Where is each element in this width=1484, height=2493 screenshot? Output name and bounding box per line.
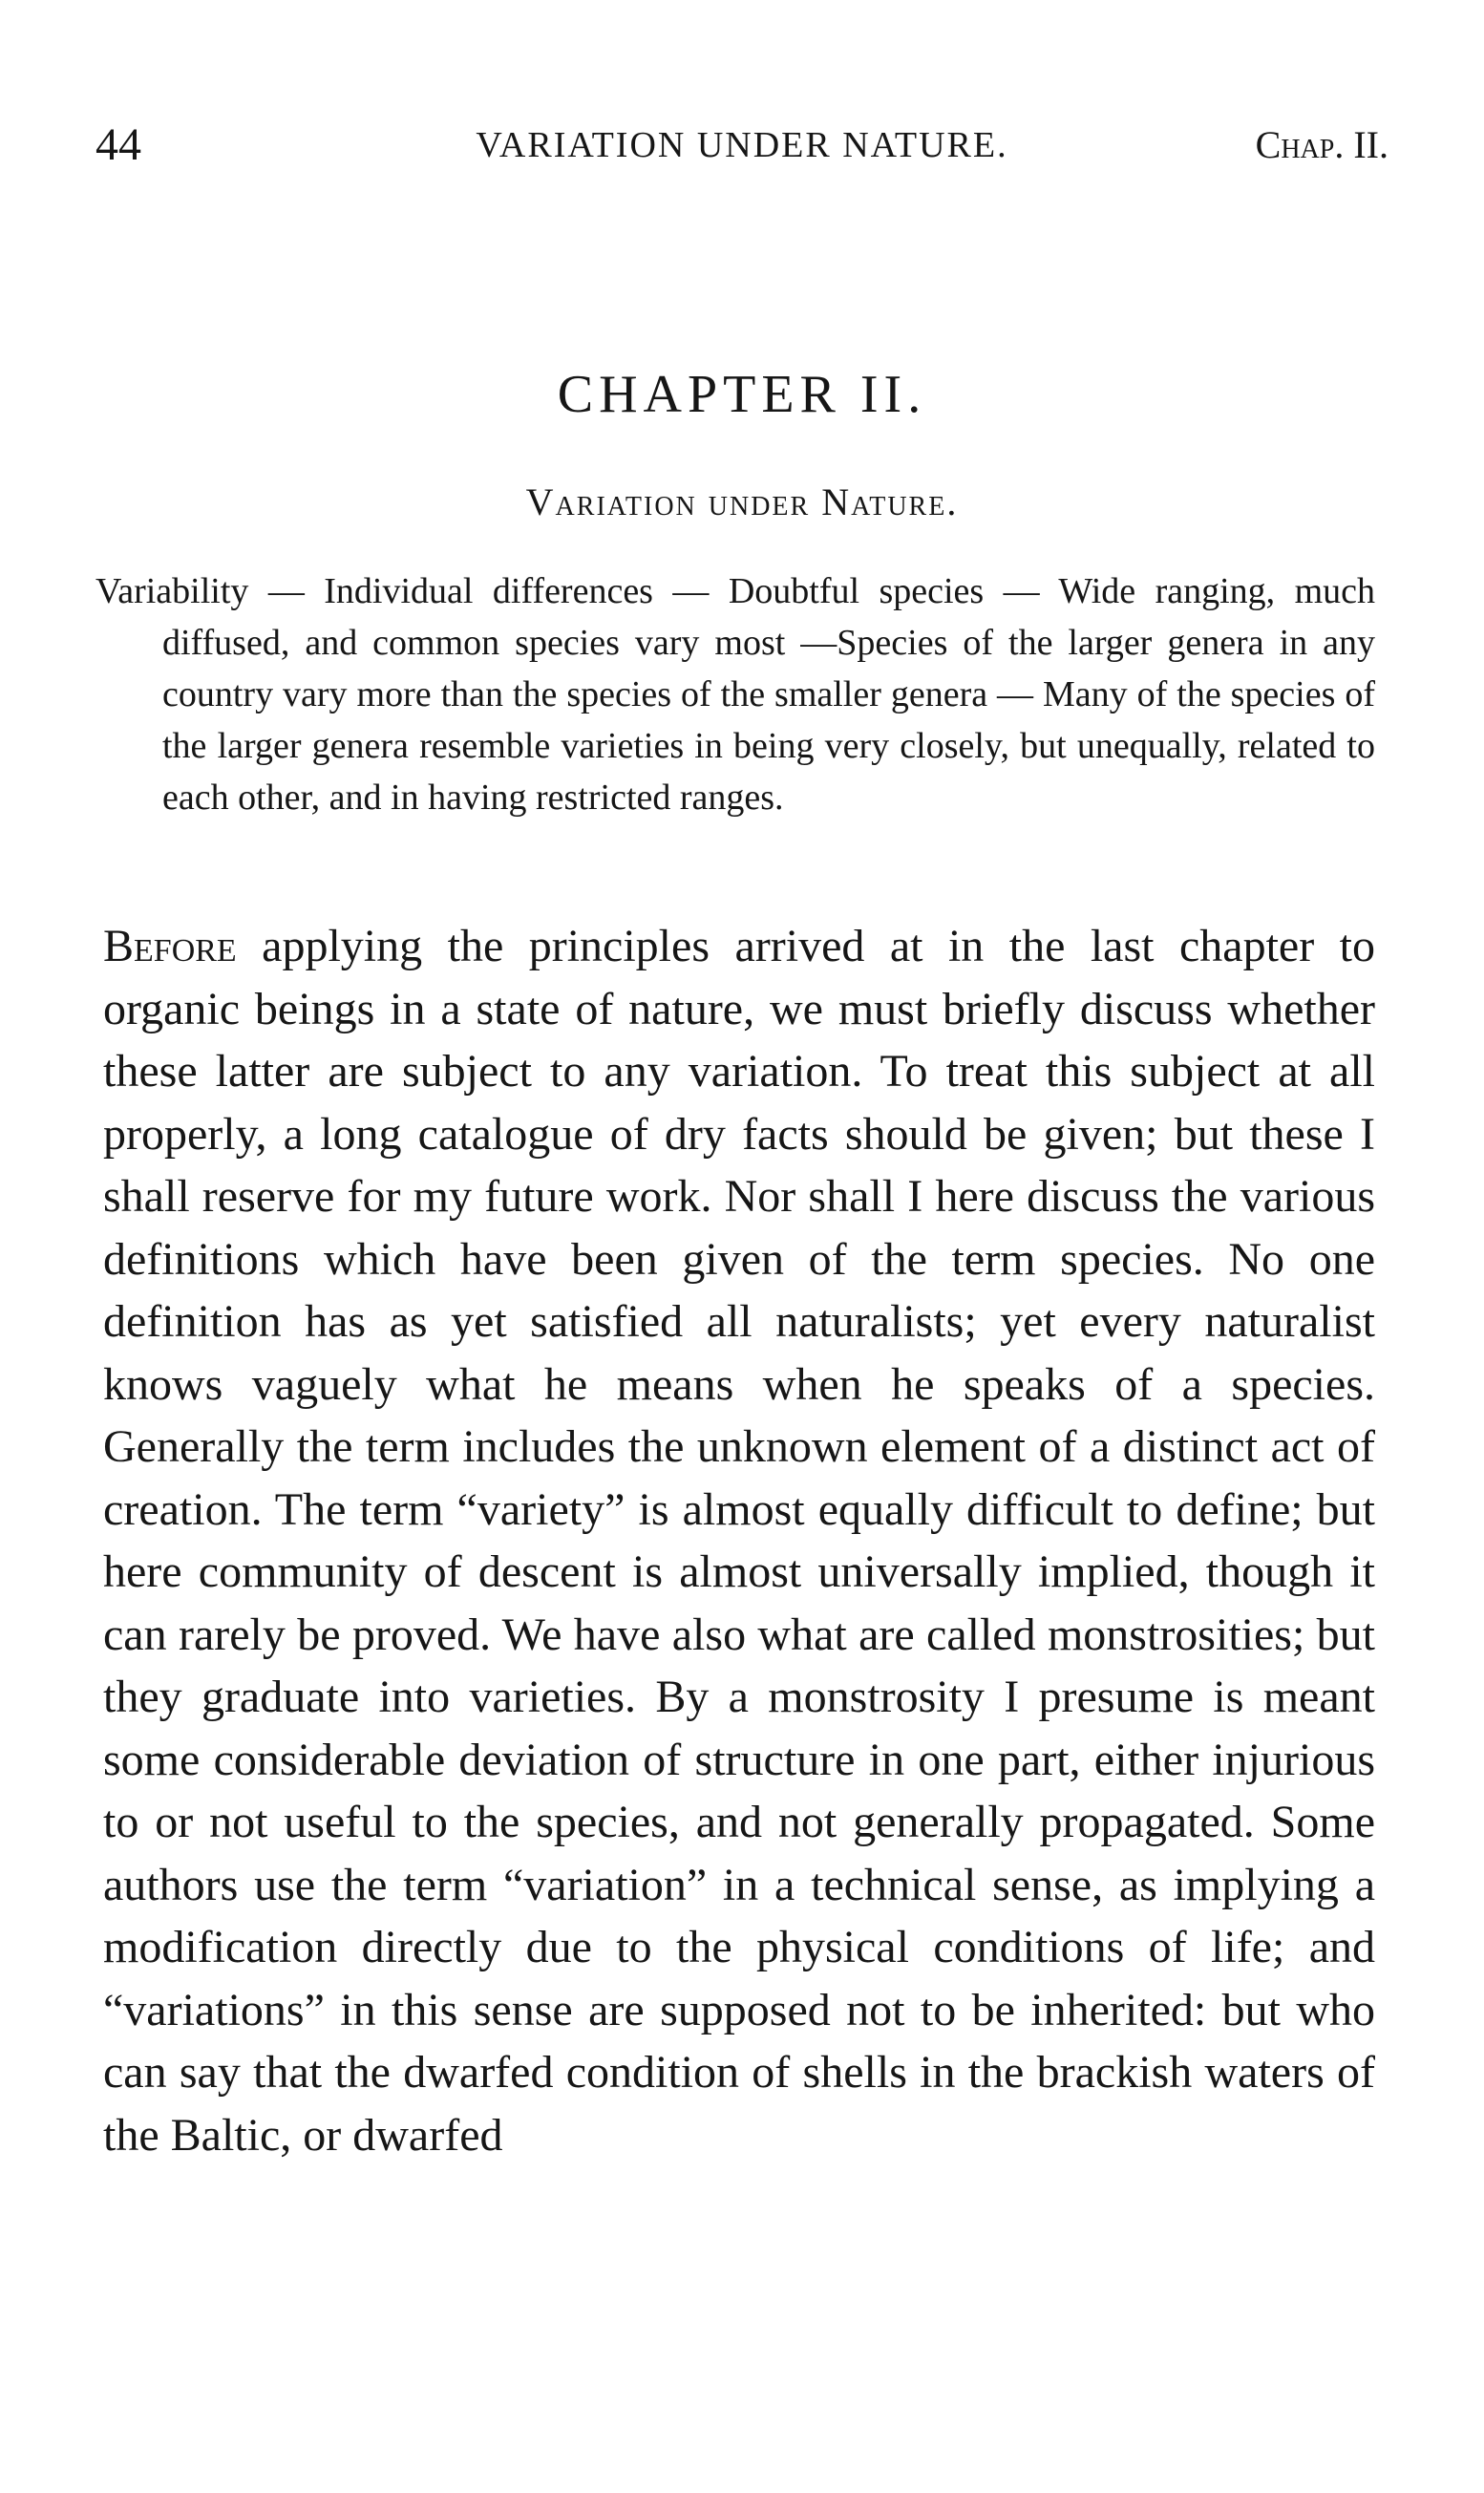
body-paragraph <box>103 915 1375 2166</box>
chapter-subtitle: Variation under Nature. <box>525 480 959 523</box>
paragraph-text: applying the principles arrived at in the last chapter to organic beings in a state of nature, we must briefly discuss whether these latter are subject to any variation. To treat this subject at all properly, a long catalogue of dry facts should be given; but these I shall reserve for my future work. Nor shall I here discuss the various definitions which have been given of the term species. No one definition has as yet satisfied all naturalists; yet every naturalist knows vaguely what he means when he speaks of a species. Generally the term includes the unknown element of a distinct act of creation. The term “variety” is almost equally difficult to define; but here community of descent is almost universally implied, though it can rarely be proved. We have also what are called monstrosities; but they graduate into varieties. By a monstrosity I presume is meant some considerable deviation of structure in one part, either injurious to or not useful to the species, and not generally propagated. Some authors use the term “variation” in a technical sense, as implying a modification directly due to the physical conditions of life; and “variations” in this sense are supposed not to be inherited: but who can say that the dwarfed condition of shells in the brackish waters of the Baltic, or dwarfed <box>103 921 1375 2161</box>
chapter-heading: CHAPTER II. <box>557 365 927 424</box>
running-chapter: Chap. II. <box>1255 123 1389 166</box>
running-head <box>95 117 1389 174</box>
lead-word: Before <box>103 921 237 971</box>
chapter-synopsis: Variability — Individual differences — Doubtful species — Wide ranging, much diffused, and common species vary most —Species of the larger genera in any country vary more than the species of the smaller genera — Many of the species of the larger genera resemble varieties in being very closely, but unequally, related to each other, and in having restricted ranges. <box>95 571 1375 818</box>
running-title: VARIATION UNDER NATURE. <box>476 125 1008 165</box>
page-number: 44 <box>95 119 141 170</box>
